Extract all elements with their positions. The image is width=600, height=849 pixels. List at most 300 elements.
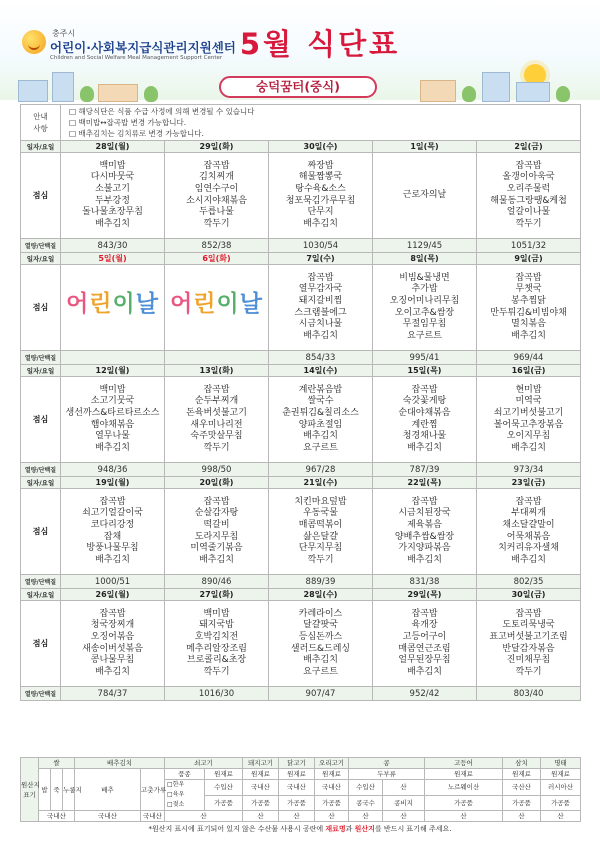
menu-item: 매콤떡볶이 [298, 519, 343, 530]
menu-item: 두릅나물 [199, 207, 234, 218]
menu-item: 잡곡밥 [515, 608, 542, 619]
day-date: 7일(수) [269, 253, 373, 265]
menu-item: 근로자의날 [402, 189, 447, 200]
origin-cell: 원재료 [243, 769, 279, 780]
day-menu-cell [61, 601, 165, 687]
date-row-label: 일자/요일 [21, 477, 61, 489]
menu-item: 제육볶음 [407, 519, 442, 530]
menu-item: 배추김치 [303, 655, 338, 666]
day-calorie: 967/28 [269, 463, 373, 477]
childrens-day-label: 어린이날 [66, 291, 159, 318]
day-date: 12일(월) [61, 365, 165, 377]
origin-chili-origin: 국내산 [141, 811, 165, 822]
menu-item: 콩나물무침 [90, 655, 135, 666]
origin-sub-nurungji: 누룽지 [63, 769, 75, 811]
day-calorie: 998/50 [165, 463, 269, 477]
origin-cell: 산 [349, 811, 383, 822]
menu-item: 고등어구이 [402, 631, 447, 642]
page-title: 5월 식단표 [239, 27, 401, 61]
menu-item: 삶은달걀 [303, 531, 338, 542]
day-calorie: 973/34 [477, 463, 581, 477]
menu-item: 미역줄기볶음 [190, 543, 243, 554]
day-menu-cell [165, 153, 269, 239]
menu-item: 오이고추&쌈장 [394, 307, 455, 318]
menu-item: 잡곡밥 [515, 160, 542, 171]
menu-item: 잡곡밥 [515, 272, 542, 283]
menu-item: 쇠고기얼갈이국 [82, 508, 143, 519]
day-date: 2일(금) [477, 141, 581, 153]
menu-item: 부대찌개 [511, 508, 546, 519]
origin-cell: 가공품 [315, 795, 349, 811]
menu-item: 방풍나물무침 [86, 543, 139, 554]
day-date: 19일(월) [61, 477, 165, 489]
day-date: 20일(화) [165, 477, 269, 489]
notice-line: □ 백미밥↔잡곡밥 변경 가능합니다. [69, 118, 187, 127]
menu-item: 해물동그랑땡&케첩 [490, 195, 567, 206]
menu-item: 짜장밥 [307, 160, 334, 171]
building-icon [482, 72, 510, 102]
menu-item: 메추리알장조림 [186, 643, 247, 654]
origin-table [20, 757, 581, 822]
menu-row [21, 377, 581, 463]
menu-item: 백미밥 [203, 608, 230, 619]
menu-item: 등심돈까스 [298, 631, 343, 642]
menu-item: 배추김치 [511, 442, 546, 453]
footnote-highlight-origin: 원산지 [354, 825, 375, 833]
menu-item: 쌀국수 [307, 396, 334, 407]
day-calorie: 995/41 [373, 351, 477, 365]
origin-header-pollock: 명태 [541, 758, 581, 769]
day-date: 22일(목) [373, 477, 477, 489]
day-date: 29일(화) [165, 141, 269, 153]
menu-item: 깍두기 [203, 666, 230, 677]
menu-item: 오이지무침 [506, 431, 551, 442]
day-calorie: 907/47 [269, 687, 373, 701]
day-date: 5일(월) [61, 253, 165, 265]
logo-city: 충주시 [52, 29, 76, 38]
menu-item: 오리주물럭 [506, 183, 551, 194]
menu-item: 배추김치 [95, 666, 130, 677]
origin-cabbage-origin: 국내산 [75, 811, 141, 822]
origin-label-line: 원산지 [21, 780, 40, 789]
day-date: 27일(화) [165, 589, 269, 601]
origin-cell: 산 [279, 811, 315, 822]
menu-item: 무챗국 [515, 284, 542, 295]
menu-item: 배추김치 [407, 554, 442, 565]
tree-icon [144, 86, 158, 102]
menu-row [21, 265, 581, 351]
day-date: 8일(목) [373, 253, 477, 265]
calorie-row [21, 239, 581, 253]
menu-item: 요구르트 [303, 442, 338, 453]
origin-cell: 산 [315, 811, 349, 822]
origin-header-spanish-mackerel: 삼치 [503, 758, 541, 769]
day-menu-cell [165, 489, 269, 575]
day-date: 15일(목) [373, 365, 477, 377]
menu-item: 잡곡밥 [203, 160, 230, 171]
menu-item: 백미밥 [99, 160, 126, 171]
menu-item: 오징어미나리무침 [389, 295, 460, 306]
menu-item: 돌나물초장무침 [82, 207, 143, 218]
day-calorie: 1030/54 [269, 239, 373, 253]
menu-item: 춘권튀김&칠리소스 [282, 407, 359, 418]
day-date: 28일(월) [61, 141, 165, 153]
day-date: 29일(목) [373, 589, 477, 601]
origin-row [21, 811, 581, 822]
menu-item: 표고버섯불고기조림 [489, 631, 568, 642]
menu-item: 임연수구이 [194, 183, 239, 194]
notice-label-line: 안내 [33, 111, 48, 121]
menu-item: 탕수육&소스 [295, 183, 346, 194]
menu-item: 열무감자국 [298, 284, 343, 295]
day-menu-cell [61, 489, 165, 575]
menu-item: 비빔&물냉면 [399, 272, 450, 283]
menu-item: 순두부찌개 [194, 396, 239, 407]
origin-cell: 산 [541, 811, 581, 822]
origin-row [21, 769, 581, 780]
menu-item: 단무지 [307, 207, 334, 218]
menu-row-label: 점심 [21, 153, 61, 239]
menu-item: 소고기뭇국 [90, 396, 135, 407]
menu-item: 육개장 [411, 620, 438, 631]
day-menu-cell [373, 153, 477, 239]
menu-item: 진미채무침 [506, 655, 551, 666]
tree-icon [80, 86, 94, 102]
checkbox-option: □한우 [167, 781, 185, 788]
menu-item: 단무지무침 [298, 543, 343, 554]
notice-text [61, 105, 581, 141]
origin-sub-beef-kind: 품종 [165, 769, 205, 780]
menu-item: 무절임무침 [402, 319, 447, 330]
menu-item: 양파초절임 [298, 419, 343, 430]
origin-cell: 원재료 [315, 769, 349, 780]
menu-item: 백미밥 [99, 384, 126, 395]
origin-sub-rice: 밥 [39, 769, 51, 811]
menu-item: 멸치볶음 [511, 319, 546, 330]
menu-item: 배추김치 [95, 442, 130, 453]
menu-item: 시금치나물 [298, 319, 343, 330]
menu-item: 배추김치 [303, 330, 338, 341]
building-icon [18, 80, 48, 102]
menu-row-label: 점심 [21, 601, 61, 687]
menu-item: 우동국물 [303, 508, 338, 519]
menu-item: 계란볶음밥 [298, 384, 343, 395]
origin-cell: 산 [383, 811, 425, 822]
menu-item: 치커리유자샐채 [498, 543, 559, 554]
day-calorie [165, 351, 269, 365]
menu-item: 현미밥 [515, 384, 542, 395]
origin-cell: 노르웨이산 [425, 780, 503, 796]
menu-item: 햄야채볶음 [90, 419, 135, 430]
calorie-row-label: 열량/단백질 [21, 463, 61, 477]
menu-item: 잡곡밥 [411, 496, 438, 507]
menu-item: 가지양파볶음 [398, 543, 451, 554]
day-calorie: 1016/30 [165, 687, 269, 701]
menu-item: 돼지갈비찜 [298, 295, 343, 306]
menu-item: 배추김치 [303, 431, 338, 442]
day-date: 21일(수) [269, 477, 373, 489]
origin-header-rice: 쌀 [39, 758, 75, 769]
day-menu-cell [269, 265, 373, 351]
calorie-row [21, 463, 581, 477]
menu-item: 추가밥 [411, 284, 438, 295]
day-menu-cell [269, 489, 373, 575]
menu-item: 배추김치 [407, 442, 442, 453]
origin-cell: 가공품 [243, 795, 279, 811]
origin-label-line: 표기 [23, 790, 36, 799]
facility-badge: 숭덕꿈터(중식) [219, 76, 377, 98]
building-icon [52, 72, 74, 102]
notice-label-line: 사항 [33, 123, 48, 133]
menu-item: 청포묵김가루무침 [285, 195, 356, 206]
tree-icon [462, 86, 476, 102]
origin-sub-chili: 고춧가루 [141, 769, 165, 811]
origin-cell: 산 [243, 811, 279, 822]
day-calorie: 803/40 [477, 687, 581, 701]
menu-item: 잡곡밥 [203, 496, 230, 507]
menu-item: 계란찜 [411, 419, 438, 430]
menu-item: 돼지국밥 [199, 620, 234, 631]
day-date: 30일(수) [269, 141, 373, 153]
menu-item: 숙주맛살무침 [190, 431, 243, 442]
origin-cell: 가공품 [503, 795, 541, 811]
menu-item: 올갱이아욱국 [502, 172, 555, 183]
day-calorie: 1129/45 [373, 239, 477, 253]
menu-item: 김치찌개 [199, 172, 234, 183]
menu-item: 카레라이스 [298, 608, 343, 619]
day-menu-cell [477, 601, 581, 687]
day-calorie: 831/38 [373, 575, 477, 589]
menu-item: 봉추찜닭 [511, 295, 546, 306]
day-calorie: 889/39 [269, 575, 373, 589]
date-row [21, 365, 581, 377]
day-menu-cell [269, 601, 373, 687]
footnote-highlight-ingredient: 재료명 [325, 825, 346, 833]
house-icon [420, 80, 456, 102]
day-calorie: 1000/51 [61, 575, 165, 589]
notice-line: □ 해당식단은 식품 수급 사정에 의해 변경될 수 있습니다 [69, 107, 255, 116]
menu-item: 샐러드&드레싱 [290, 643, 351, 654]
origin-cell: 원재료 [425, 769, 503, 780]
center-logo [22, 28, 252, 68]
day-date: 1일(목) [373, 141, 477, 153]
menu-item: 배추김치 [199, 554, 234, 565]
menu-item: 요구르트 [303, 666, 338, 677]
date-row-label: 일자/요일 [21, 253, 61, 265]
date-row [21, 477, 581, 489]
menu-row-label: 점심 [21, 489, 61, 575]
tree-icon [556, 86, 570, 102]
menu-item: 다시마뭇국 [90, 172, 135, 183]
calorie-row [21, 351, 581, 365]
day-menu-cell [477, 153, 581, 239]
day-calorie: 843/30 [61, 239, 165, 253]
menu-item: 오징어볶음 [90, 631, 135, 642]
day-menu-cell [373, 377, 477, 463]
menu-item: 얼갈이나물 [506, 207, 551, 218]
menu-item: 새우미나리전 [190, 419, 243, 430]
origin-cell: 수입산 [205, 780, 243, 796]
menu-item: 잡곡밥 [307, 272, 334, 283]
origin-cell: 원재료 [541, 769, 581, 780]
day-menu-cell [477, 265, 581, 351]
day-menu-cell [373, 489, 477, 575]
menu-item: 얼무된장무침 [398, 655, 451, 666]
footnote-text: *원산지 표시에 표기되어 있지 않은 수산물 사용시 공란에 [148, 825, 326, 833]
menu-row [21, 489, 581, 575]
menu-item: 배추김치 [303, 218, 338, 229]
day-menu-cell [61, 265, 165, 351]
day-date: 23일(금) [477, 477, 581, 489]
day-menu-cell [477, 489, 581, 575]
origin-header-beef: 쇠고기 [165, 758, 243, 769]
calorie-row [21, 575, 581, 589]
day-menu-cell [477, 377, 581, 463]
menu-item: 브로콜리&초장 [186, 655, 247, 666]
checkbox-option: □젖소 [167, 801, 185, 808]
day-calorie: 854/33 [269, 351, 373, 365]
origin-cell: 산 [425, 811, 503, 822]
notice-line: □ 배추김치는 김치류로 변경 가능합니다. [69, 129, 204, 138]
day-calorie: 852/38 [165, 239, 269, 253]
day-date: 16일(금) [477, 365, 581, 377]
menu-item: 잡곡밥 [515, 496, 542, 507]
menu-item: 숙갓꽃게탕 [402, 396, 447, 407]
menu-item: 깍두기 [515, 666, 542, 677]
menu-item: 호박김치전 [194, 631, 239, 642]
origin-cell: 러시아산 [541, 780, 581, 796]
origin-cell: 국내산 [279, 780, 315, 796]
day-calorie [61, 351, 165, 365]
date-row-label: 일자/요일 [21, 589, 61, 601]
origin-cell: 콩비지 [383, 795, 425, 811]
logo-name: 어린이·사회복지급식관리지원센터 [50, 40, 236, 55]
day-date: 14일(수) [269, 365, 373, 377]
origin-cell: 가공품 [279, 795, 315, 811]
menu-item: 소시지야채볶음 [186, 195, 247, 206]
building-icon [516, 82, 550, 102]
day-calorie: 802/35 [477, 575, 581, 589]
date-row-label: 일자/요일 [21, 141, 61, 153]
origin-cell: 두부류 [349, 769, 425, 780]
menu-item: 열무나물 [95, 431, 130, 442]
menu-item: 쇠고기버섯불고기 [493, 407, 564, 418]
date-row-label: 일자/요일 [21, 365, 61, 377]
day-date: 26일(월) [61, 589, 165, 601]
menu-item: 청경채나물 [402, 431, 447, 442]
menu-item: 순대야채볶음 [398, 407, 451, 418]
menu-item: 깍두기 [203, 218, 230, 229]
menu-item: 잡채 [103, 531, 122, 542]
day-date: 6일(화) [165, 253, 269, 265]
menu-item: 배추김치 [95, 218, 130, 229]
origin-cell: 산 [383, 780, 425, 796]
menu-item: 새송이버섯볶음 [82, 643, 143, 654]
day-menu-cell [61, 377, 165, 463]
menu-item: 도라지무침 [194, 531, 239, 542]
date-row [21, 253, 581, 265]
menu-item: 돈육버섯불고기 [186, 407, 247, 418]
menu-item: 배추김치 [95, 554, 130, 565]
date-row [21, 589, 581, 601]
menu-item: 순살감자탕 [194, 508, 239, 519]
footnote-text: 과 [345, 825, 355, 833]
menu-item: 볼어묵고추장볶음 [493, 419, 564, 430]
menu-item: 배추김치 [407, 666, 442, 677]
menu-item: 잡곡밥 [203, 384, 230, 395]
menu-item: 어묵채볶음 [506, 531, 551, 542]
menu-row-label: 점심 [21, 265, 61, 351]
menu-item: 깍두기 [307, 554, 334, 565]
menu-item: 청국장찌개 [90, 620, 135, 631]
day-calorie: 1051/32 [477, 239, 581, 253]
logo-name-en: Children and Social Welfare Meal Management Support Center [50, 55, 223, 61]
origin-header-kimchi: 배추김치 [75, 758, 165, 769]
origin-cell: 산 [503, 811, 541, 822]
day-menu-cell [165, 265, 269, 351]
menu-item: 만두튀김&비빔야채 [490, 307, 567, 318]
day-menu-cell [165, 377, 269, 463]
origin-cell: 원재료 [279, 769, 315, 780]
day-menu-cell [373, 601, 477, 687]
menu-row-label: 점심 [21, 377, 61, 463]
origin-row-label [21, 758, 39, 822]
house-icon [98, 84, 138, 102]
menu-item: 배추김치 [511, 330, 546, 341]
footnote-text: 를 반드시 표기해 주세요. [374, 825, 452, 833]
day-calorie: 952/42 [373, 687, 477, 701]
day-menu-cell [373, 265, 477, 351]
smile-logo-icon [22, 30, 46, 54]
origin-cell: 국내산 [315, 780, 349, 796]
origin-header-chicken: 닭고기 [279, 758, 315, 769]
origin-header-pork: 돼지고기 [243, 758, 279, 769]
origin-cell: 가공품 [541, 795, 581, 811]
day-menu-cell [269, 153, 373, 239]
origin-cell: 콩국수 [349, 795, 383, 811]
origin-rice-origin: 국내산 [39, 811, 75, 822]
calorie-row [21, 687, 581, 701]
notice-row [21, 105, 581, 141]
menu-item: 소불고기 [95, 183, 130, 194]
calorie-row-label: 열량/단백질 [21, 351, 61, 365]
origin-sub-porridge: 죽 [51, 769, 63, 811]
menu-item: 도토리묵냉국 [502, 620, 555, 631]
menu-item: 해물짬뽕국 [298, 172, 343, 183]
calorie-row-label: 열량/단백질 [21, 575, 61, 589]
origin-header-row [21, 758, 581, 769]
origin-cell: 원재료 [503, 769, 541, 780]
day-calorie: 969/44 [477, 351, 581, 365]
menu-row [21, 153, 581, 239]
menu-item: 요구르트 [407, 330, 442, 341]
menu-item: 코다리강정 [90, 519, 135, 530]
menu-item: 달걀팟국 [303, 620, 338, 631]
origin-cell: 국내산 [243, 780, 279, 796]
origin-header-mackerel: 고등어 [425, 758, 503, 769]
calorie-row-label: 열량/단백질 [21, 239, 61, 253]
menu-item: 깍두기 [515, 218, 542, 229]
menu-item: 채소달걀말이 [502, 519, 555, 530]
origin-cell: 산 [165, 811, 243, 822]
origin-sub-cabbage: 배추 [75, 769, 141, 811]
header-banner [0, 0, 600, 100]
menu-item: 배추김치 [511, 554, 546, 565]
origin-beef-options [165, 780, 205, 811]
day-date: 9일(금) [477, 253, 581, 265]
menu-item: 치킨마요덮밥 [294, 496, 347, 507]
menu-item: 잡곡밥 [99, 496, 126, 507]
